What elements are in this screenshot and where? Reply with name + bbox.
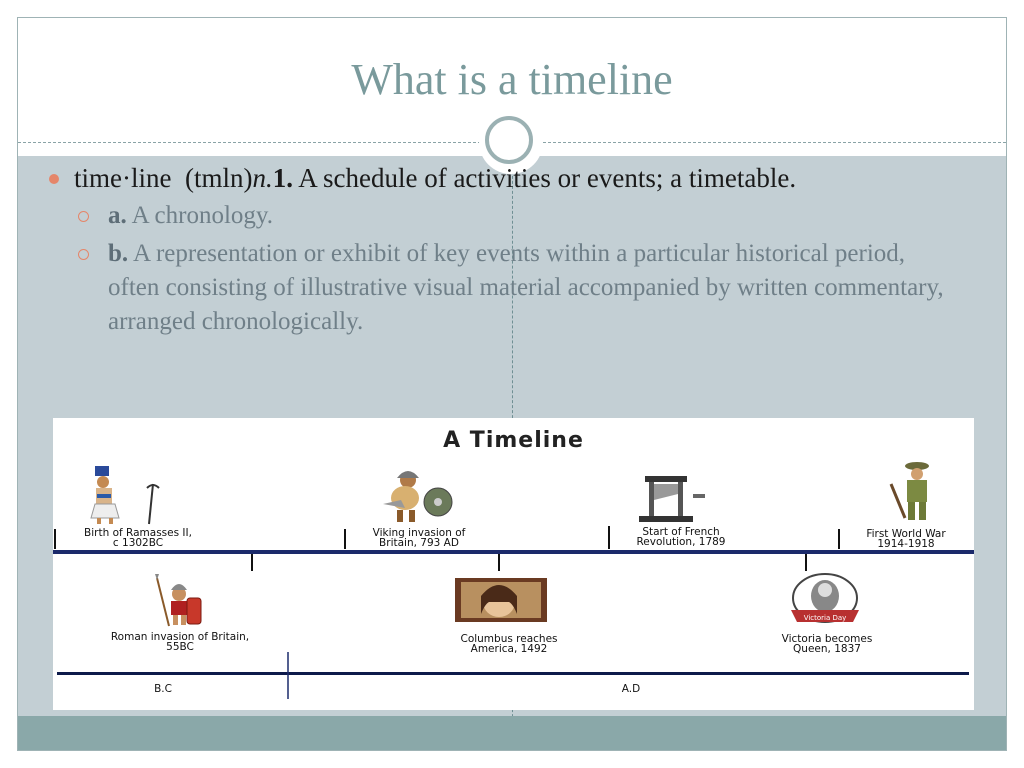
event-label: Start of French Revolution, 1789 xyxy=(636,526,726,548)
era-label-bc: B.C xyxy=(154,683,172,695)
sub-bullet-text: A representation or exhibit of key events within a particular historical period, often consisting of illustrative visual material accompanied by written commentary, arranged chronologically. xyxy=(108,240,944,335)
event-label: Roman invasion of Britain, 55BC xyxy=(110,631,250,653)
bullet-dot-icon xyxy=(49,174,59,184)
definition-sense-number: 1. xyxy=(272,163,293,193)
definition-text: A schedule of activities or events; a timetable. xyxy=(298,163,797,193)
badge-text: Victoria Day xyxy=(803,614,847,622)
sub-bullet-a xyxy=(46,199,946,233)
definition-pron: (tmln) xyxy=(184,163,253,193)
roman-soldier-illustration-icon xyxy=(155,574,201,626)
definition-bullet xyxy=(46,161,946,195)
soldier-illustration-icon xyxy=(891,462,929,520)
era-line xyxy=(57,672,969,675)
circle-ring-icon xyxy=(485,116,533,164)
slide xyxy=(17,17,1007,751)
sub-bullet-text: A chronology. xyxy=(131,202,274,229)
columbus-portrait-icon xyxy=(455,578,547,622)
timeline-figure xyxy=(53,418,974,710)
event-label: First World War 1914-1918 xyxy=(866,528,946,550)
footer-band xyxy=(18,716,1006,751)
definition-pos: n. xyxy=(252,163,273,193)
victoria-badge-icon xyxy=(791,574,859,622)
sub-bullet-letter: b. xyxy=(108,240,129,267)
sub-bullet-b xyxy=(46,237,946,339)
slide-body xyxy=(46,161,946,339)
event-label: Columbus reaches America, 1492 xyxy=(460,633,558,655)
slide-title: What is a timeline xyxy=(351,55,673,104)
sub-bullet-letter: a. xyxy=(108,202,127,229)
pharaoh-illustration-icon xyxy=(91,466,159,524)
main-timeline-line xyxy=(53,550,974,554)
ring-bullet-icon xyxy=(78,211,89,222)
viking-illustration-icon xyxy=(383,471,452,522)
definition-word: time·line xyxy=(74,163,172,193)
event-label: Viking invasion of Britain, 793 AD xyxy=(372,527,466,549)
event-label: Victoria becomes Queen, 1837 xyxy=(781,633,873,655)
guillotine-illustration-icon xyxy=(639,476,705,522)
timeline-drawing xyxy=(53,418,974,710)
era-label-ad: A.D xyxy=(621,683,641,695)
ring-bullet-icon xyxy=(78,249,89,260)
event-label: Birth of Ramasses II, c 1302BC xyxy=(84,527,192,549)
timeline-title: A Timeline xyxy=(443,428,584,453)
